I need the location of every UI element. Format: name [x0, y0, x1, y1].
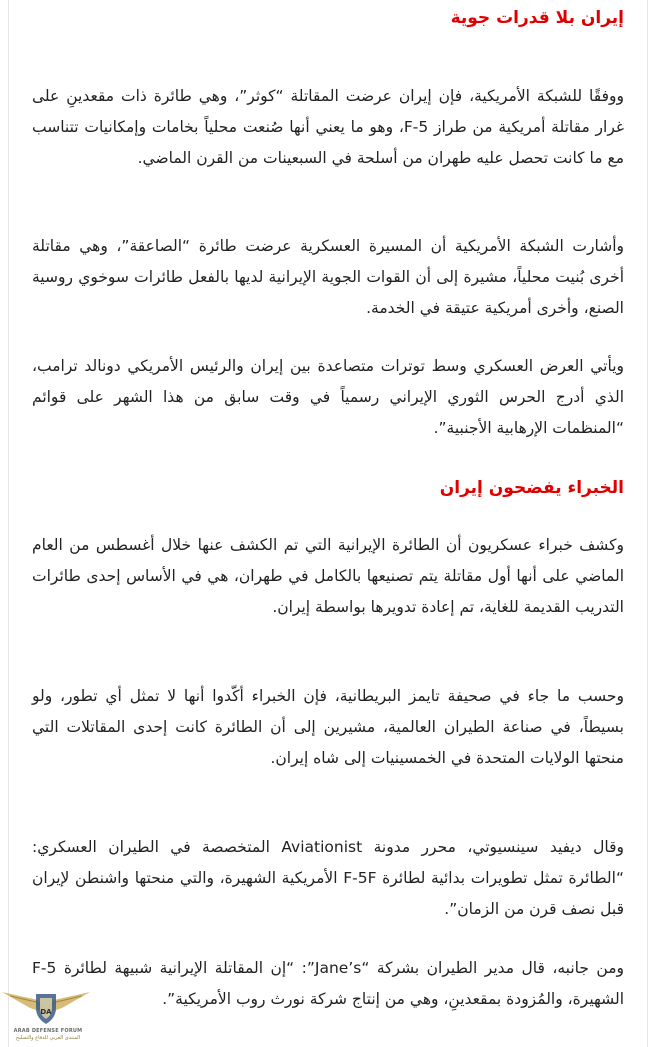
watermark-title: ARAB DEFENSE FORUM	[13, 1028, 83, 1034]
article-paragraph-7: ومن جانبه، قال مدير الطيران بشركة “Jane’s”: “إن المقاتلة الإيرانية شبيهة لطائرة F-5 الشهيرة، والمُزودة بمقعدينِ، وهي من إنتاج شركة نورث روب الأمريكية”.	[32, 959, 624, 1008]
article-paragraph-5: وحسب ما جاء في صحيفة تايمز البريطانية، فإن الخبراء أكّدوا أنها لا تمثل أي تطور، ولو بسيطاً، في صناعة الطيران العالمية، مشيرين إلى أن الطائرة كانت إحدى المقاتلات التي منحتها الولايات المتحدة في الخمسينيات إلى شاه إيران.	[32, 687, 624, 767]
watermark-subtitle: المنتدى العربي للدفاع والتسليح	[15, 1035, 81, 1041]
section-heading-iran-air-capabilities: إيران بلا قدرات جوية	[450, 8, 624, 28]
article-paragraph-4: وكشف خبراء عسكريون أن الطائرة الإيرانية التي تم الكشف عنها خلال أغسطس من العام الماضي على أنها أول مقاتلة يتم تصنيعها بالكامل في طهران، هي في الأساس إحدى طائرات التدريب القديمة للغاية، تم إعادة تدويرها بواسطة إيران.	[32, 536, 624, 616]
section-heading-experts: الخبراء يفضحون إيران	[439, 478, 624, 498]
eagle-logo-icon	[0, 978, 92, 1030]
article-paragraph-1: ووفقًا للشبكة الأمريكية، فإن إيران عرضت المقاتلة “كوثر”، وهي طائرة ذات مقعدينِ على غرار مقاتلة أمريكية من طراز F-5، وهو ما يعني أنها صُنعت محلياً بخامات وإمكانيات تتناسب مع ما كانت تحصل عليه طهران من أسلحة في السبعينات من القرن الماضي.	[32, 87, 625, 167]
article-paragraph-2: وأشارت الشبكة الأمريكية أن المسيرة العسكرية عرضت طائرة “الصاعقة”، وهي مقاتلة أخرى بُنيت محلياً، مشيرة إلى أن القوات الجوية الإيرانية لديها بالفعل طائرات سوخوي روسية الصنع، وأخرى أمريكية عتيقة في الخدمة.	[32, 237, 624, 317]
arab-defense-forum-watermark	[0, 978, 92, 1047]
svg-text:DA: DA	[40, 1008, 52, 1016]
article-paragraph-3: ويأتي العرض العسكري وسط توترات متصاعدة بين إيران والرئيس الأمريكي دونالد ترامب، الذي أدرج الحرس الثوري الإيراني رسمياً في وقت سابق من هذا الشهر على قوائم “المنظمات الإرهابية الأجنبية”.	[32, 357, 624, 437]
article-paragraph-6: وقال ديفيد سينسيوتي، محرر مدونة Aviationist المتخصصة في الطيران العسكري: “الطائرة تمثل تطويرات بدائية لطائرة F-5F الأمريكية الشهيرة، والتي منحتها واشنطن لإيران قبل نصف قرن من الزمان”.	[32, 838, 624, 918]
